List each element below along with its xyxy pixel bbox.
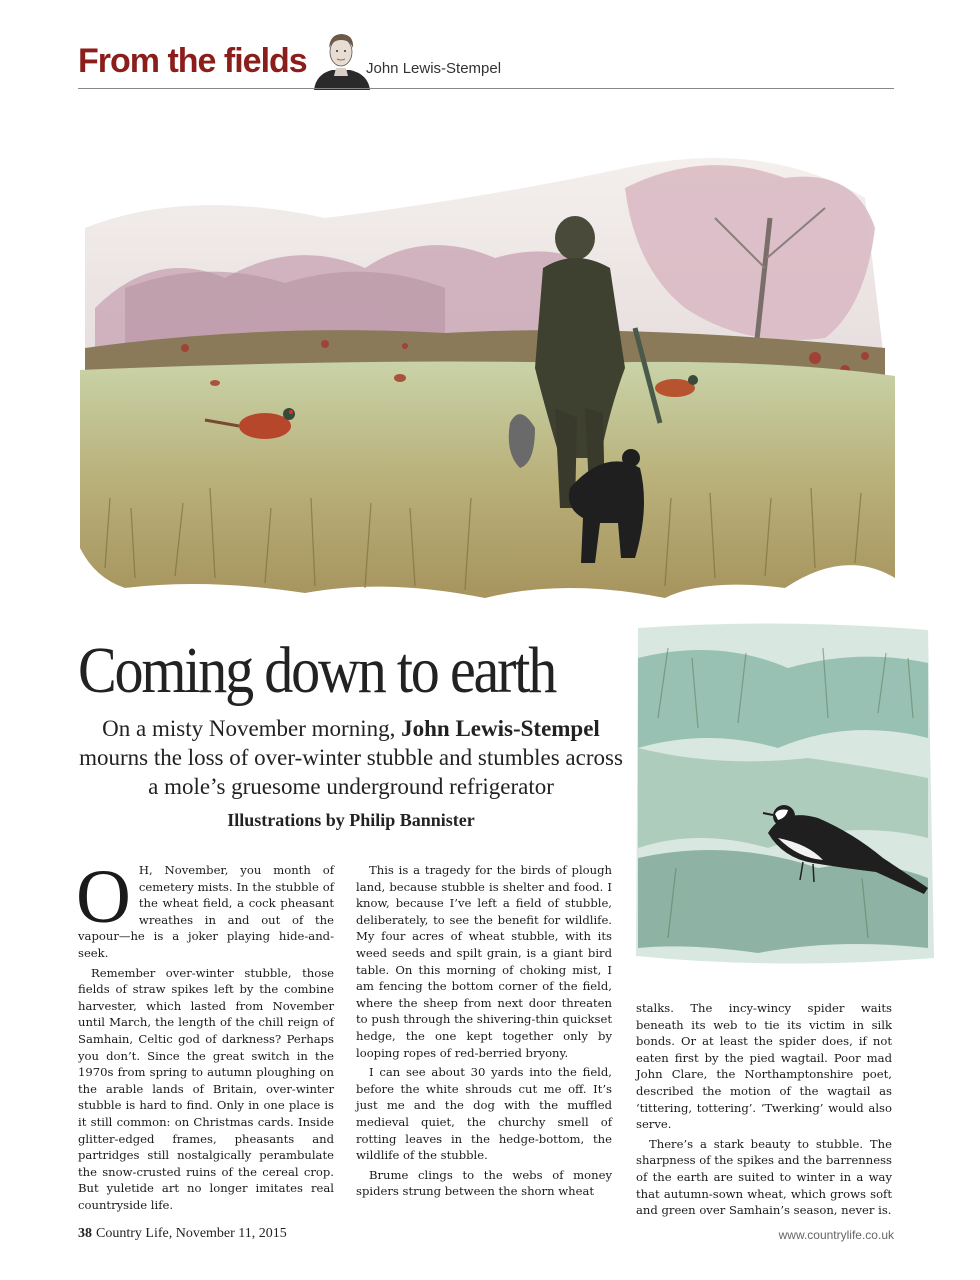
header-rule xyxy=(78,88,894,89)
author-portrait xyxy=(306,28,376,90)
paragraph: This is a tragedy for the birds of plough land, because stubble is shelter and food. I know, because I’ve left a field of stubble, deliberately, to see the benefit for wildlife. My four acres of wheat stubble, with its weed seeds and spilt grain, is a giant bird table. On this morning of choking mist, I am fencing the bottom corner of the field, where the sheep from next door threaten to push through the shivering-thin quickset hedge, the one kept together only by looping ropes of red-berried bryony. xyxy=(356,863,612,1060)
website-url: www.countrylife.co.uk xyxy=(778,1228,894,1242)
body-column-3 xyxy=(636,1000,892,1222)
illustration-credit: Illustrations by Philip Bannister xyxy=(227,810,475,830)
standfirst-intro: On a misty November morning, xyxy=(102,716,402,741)
paragraph xyxy=(76,855,334,962)
article-standfirst xyxy=(78,714,624,801)
standfirst-author: John Lewis-Stempel xyxy=(401,716,600,741)
section-header xyxy=(78,28,894,90)
paragraph: stalks. The incy-wincy spider waits beneath its web to tie its victim in silk bonds. Or at least the spider does, if not eaten first by the pied wagtail. Poor mad John Clare, the Northamptonshire poet, described the motion of the wagtail as ‘tittering, tottering’. ‘Twerking’ would also serve. xyxy=(636,1001,892,1132)
paragraph: I can see about 30 yards into the field, before the white shrouds cut me off. It’s just me and the dog with the muffled medieval quiet, the churchy smell of rotting leaves in the hedge-bottom, the wildlife of the stubble. xyxy=(356,1065,612,1163)
paragraph: There’s a stark beauty to stubble. The sharpness of the spikes and the barrenness of the earth are suited to winter in a way that autumn-sown wheat, which grows soft and green over Samhain’s season, never is. xyxy=(636,1136,892,1218)
drop-cap: O xyxy=(76,855,131,939)
body-column-2 xyxy=(356,862,612,1203)
paragraph-text: H, November, you month of cemetery mists. In the stubble of the wheat field, a cock pheasant wreathes in and out of the vapour—he is a joker playing hide-and-seek. xyxy=(78,863,334,960)
paragraph: Remember over-winter stubble, those fields of straw spikes left by the combine harvester, which lasted from November until March, the length of the chill reign of Samhain, Celtic god of darkness? Perhaps you don’t. Since the great switch in the 1970s from spring to autumn ploughing on the arable lands of Britain, over-winter stubble is hard to find. Only in one place is it still common: on Christmas cards. Inside glitter-edged frames, pheasants and partridges still nostalgically perambulate the snow-crusted ruins of the cereal crop. But yuletide art no longer imitates real countryside life. xyxy=(78,965,334,1212)
paragraph: Brume clings to the webs of money spiders strung between the shorn wheat xyxy=(356,1167,612,1199)
author-byline: John Lewis-Stempel xyxy=(366,60,502,77)
section-title: From the fields xyxy=(78,42,307,80)
publication-date: Country Life, November 11, 2015 xyxy=(96,1226,287,1241)
page-footer xyxy=(78,1226,287,1242)
body-column-1 xyxy=(76,855,334,1216)
page-number: 38 xyxy=(78,1226,92,1241)
main-illustration xyxy=(65,108,900,608)
wagtail-illustration xyxy=(628,618,940,970)
article-headline: Coming down to earth xyxy=(78,634,556,707)
standfirst-rest: mourns the loss of over-winter stubble and stumbles across a mole’s gruesome underground refrigerator xyxy=(79,745,623,799)
